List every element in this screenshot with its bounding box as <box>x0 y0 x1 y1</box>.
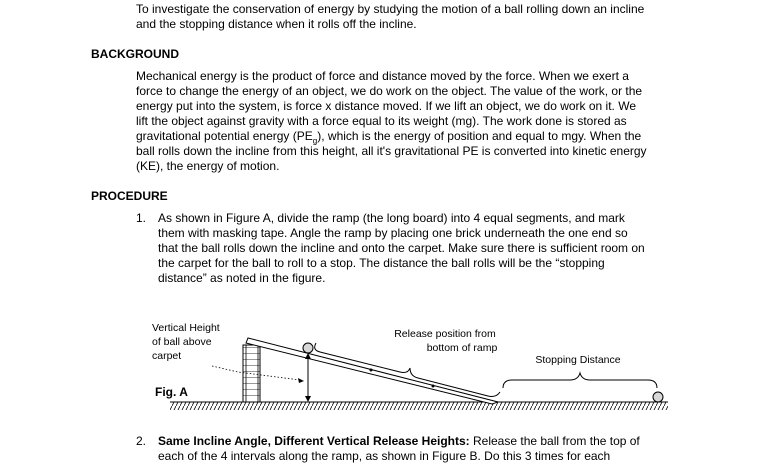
stopping-distance-label: Stopping Distance <box>535 354 621 366</box>
figure-label: Fig. A <box>155 385 188 399</box>
step-1-line: them with masking tape. Angle the ramp by placing one brick underneath the one end so <box>158 226 628 240</box>
step-1-line: the carpet for the ball to roll to a stop. The distance the ball rolls will be the “stopping <box>158 256 605 270</box>
step-1-paragraph <box>158 211 645 286</box>
tape-mark <box>370 369 373 372</box>
intro-line: and the stopping distance when it rolls off the incline. <box>136 17 417 31</box>
step-2-title: Same Incline Angle, Different Vertical Release Heights: <box>158 434 470 448</box>
background-paragraph <box>136 69 647 174</box>
step-2-number: 2. <box>136 434 147 448</box>
procedure-heading: PROCEDURE <box>91 189 168 203</box>
background-line: (KE), the energy of motion. <box>136 159 280 173</box>
step-1-line: distance” as noted in the figure. <box>158 271 326 285</box>
stopping-brace <box>503 373 657 388</box>
release-position-label: Release position from <box>394 328 496 340</box>
vertical-height-label: carpet <box>152 350 182 362</box>
step-2-line <box>158 434 640 449</box>
height-arrow <box>305 353 311 402</box>
background-line <box>136 129 647 144</box>
carpet-ground <box>170 402 668 410</box>
step-1-line: As shown in Figure A, divide the ramp (the long board) into 4 equal segments, and mark <box>158 211 625 225</box>
step-2-paragraph <box>158 434 640 464</box>
ball-release <box>303 343 313 353</box>
pe-text-rest: ), which is the energy of position and equal to mgy. When the <box>317 129 642 143</box>
step-2-line: each of the 4 intervals along the ramp, as shown in Figure B. Do this 3 times for each <box>158 449 611 463</box>
figure-a-diagram <box>0 318 768 418</box>
step-1-line: that the ball rolls down the incline and onto the carpet. Make sure there is sufficient room on <box>158 241 645 255</box>
brick <box>243 345 260 402</box>
ball-stopped <box>653 392 663 402</box>
step-2-text: Release the ball from the top of <box>469 434 640 448</box>
intro-line: To investigate the conservation of energy by studying the motion of a ball rolling down an incline <box>136 2 645 16</box>
pe-text: gravitational potential energy (PE <box>136 129 313 143</box>
release-position-label: bottom of ramp <box>426 342 498 354</box>
pe-subscript: g <box>312 136 318 146</box>
background-heading: BACKGROUND <box>91 47 179 61</box>
background-line: energy put into the system, is force x distance moved. If we lift an object, we do work on it. We <box>136 99 637 113</box>
background-line: lift the object against gravity with a force equal to its weight (mg). The work done is stored as <box>136 114 627 128</box>
background-line: force to change the energy of an object, we do work on the object. The value of the work, or the <box>136 84 643 98</box>
vertical-height-label: of ball above <box>152 336 212 348</box>
intro-paragraph <box>136 2 644 32</box>
background-line: Mechanical energy is the product of force and distance moved by the force. When we exert a <box>136 69 629 83</box>
tape-mark <box>432 385 435 388</box>
step-1-number: 1. <box>136 211 147 225</box>
vertical-height-label: Vertical Height <box>152 322 220 334</box>
background-line: ball rolls down the incline from this height, all it's gravitational PE is converted into kinetic energy <box>136 144 647 158</box>
label-leader-arrow <box>298 378 304 383</box>
